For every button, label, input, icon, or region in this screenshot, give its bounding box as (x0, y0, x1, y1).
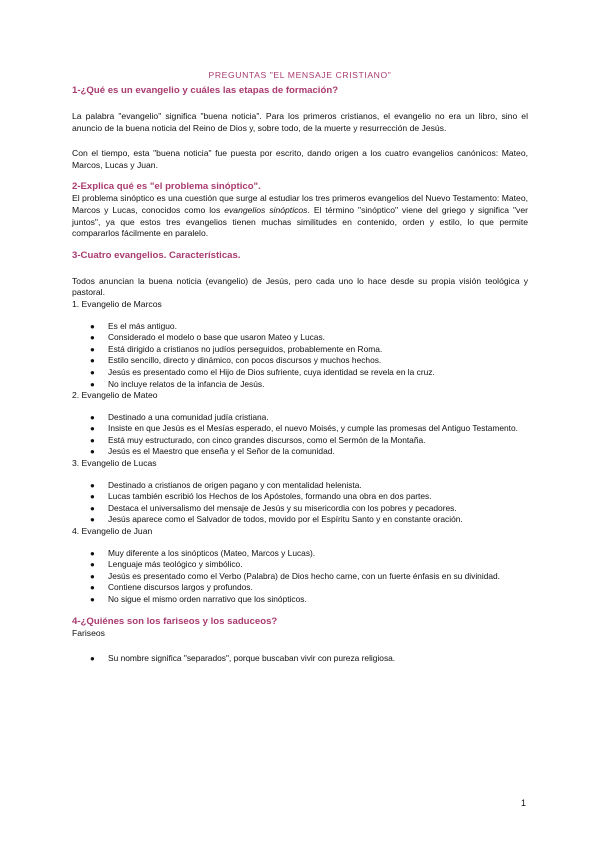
list-item: ● Está dirigido a cristianos no judíos perseguidos, probablemente en Roma. (90, 343, 383, 354)
bullet-icon: ● (90, 571, 95, 581)
question-3-heading: 3-Cuatro evangelios. Características. (72, 249, 241, 261)
bullet-icon: ● (90, 344, 95, 354)
bullet-icon: ● (90, 548, 95, 558)
list-item: ● Muy diferente a los sinópticos (Mateo, Marcos y Lucas). (90, 547, 316, 558)
list-item: ● Jesús es el Maestro que enseña y el Señor de la comunidad. (90, 446, 335, 457)
bullet-icon: ● (90, 447, 95, 457)
list-item: ● No sigue el mismo orden narrativo que los sinópticos. (90, 594, 307, 604)
list-item: ● Lenguaje más teológico y simbólico. (90, 559, 243, 570)
list-item: ● Insiste en que Jesús es el Mesías esperado, el nuevo Moisés, y cumple las promesas del Antiguo Testamento. (90, 423, 518, 434)
juan-heading: 4. Evangelio de Juan (72, 526, 153, 537)
lucas-heading: 3. Evangelio de Lucas (72, 458, 157, 469)
list-item: ● Considerado el modelo o base que usaron Mateo y Lucas. (90, 332, 325, 343)
marcos-list (72, 321, 528, 391)
list-item: ● Jesús es presentado como el Hijo de Dios sufriente, cuya identidad se revela en la cruz. (90, 366, 435, 377)
list-item: ● Su nombre significa "separados", porque buscaban vivir con pureza religiosa. (90, 653, 396, 664)
fariseos-list (72, 653, 528, 665)
mateo-heading: 2. Evangelio de Mateo (72, 390, 158, 401)
list-item: ● Es el más antiguo. (90, 320, 177, 331)
question-1-paragraph-2: Con el tiempo, esta "buena noticia" fue puesta por escrito, dando origen a los cuatro evangelios canónicos: Mateo, Marcos, Lucas y Juan. (72, 148, 528, 170)
bullet-icon: ● (90, 356, 95, 366)
question-2-italic-term: evangelios sinópticos (224, 204, 308, 215)
list-item: ● Destinado a una comunidad judía cristiana. (90, 411, 269, 422)
question-4-heading: 4-¿Quiénes son los fariseos y los saduceos? (72, 615, 278, 627)
bullet-icon: ● (90, 379, 95, 389)
list-item: ● Lucas también escribió los Hechos de los Apóstoles, formando una obra en dos partes. (90, 491, 432, 502)
bullet-icon: ● (90, 583, 95, 593)
question-1-heading: 1-¿Qué es un evangelio y cuáles las etapas de formación? (72, 85, 339, 96)
list-item: ● Jesús aparece como el Salvador de todos, movido por el Espíritu Santo y en constante oración. (90, 514, 463, 525)
list-item: ● Contiene discursos largos y profundos. (90, 582, 253, 593)
bullet-icon: ● (90, 492, 95, 502)
question-2-heading: 2-Explica qué es "el problema sinóptico". (72, 181, 261, 193)
bullet-icon: ● (90, 595, 95, 604)
bullet-icon: ● (90, 515, 95, 525)
list-item: ● Estilo sencillo, directo y dinámico, con pocos discursos y muchos hechos. (90, 355, 382, 366)
list-item: ● Está muy estructurado, con cinco grandes discursos, como el Sermón de la Montaña. (90, 434, 426, 445)
bullet-icon: ● (90, 560, 95, 570)
lucas-list (72, 480, 528, 526)
fariseos-heading: Fariseos (72, 627, 105, 638)
bullet-icon: ● (90, 333, 95, 343)
marcos-heading: 1. Evangelio de Marcos (72, 298, 162, 309)
bullet-icon: ● (90, 367, 95, 377)
list-item: ● Destaca el universalismo del mensaje de Jesús y su misericordia con los pobres y pecadores. (90, 502, 457, 513)
bullet-icon: ● (90, 412, 95, 422)
bullet-icon: ● (90, 321, 95, 331)
page-number: 1 (520, 798, 526, 808)
bullet-icon: ● (90, 503, 95, 513)
bullet-icon: ● (90, 480, 95, 490)
bullet-icon: ● (90, 654, 95, 664)
juan-list (72, 548, 528, 606)
question-2-text-start: El problema sinóptico es una cuestión que surge al estudiar los tres primeros evangelios del Nuevo Testamento: Mateo, Marcos y Lucas, conocidos como los (72, 193, 528, 215)
question-2-text-end: . El término "sinóptico" viene del griego y significa "ver juntos", ya que estos tres evangelios tienen muchas similitudes en contenido, orden y estilo, lo que permite compararlos fácilmente en paralelo. (72, 204, 528, 239)
question-1-paragraph-1: La palabra "evangelio" significa "buena noticia". Para los primeros cristianos, el evangelio no era un libro, sino el anuncio de la buena noticia del Reino de Dios y, sobre todo, de la muerte y resurrección de Jesús. (72, 111, 528, 133)
bullet-icon: ● (90, 435, 95, 445)
question-2-paragraph (72, 193, 528, 239)
question-3-intro: Todos anuncian la buena noticia (evangelio) de Jesús, pero cada uno lo hace desde su propia visión teológica y pastoral. (72, 275, 528, 298)
list-item: ● Jesús es presentado como el Verbo (Palabra) de Dios hecho carne, con un fuerte énfasis en su divinidad. (90, 570, 500, 581)
mateo-list (72, 412, 528, 458)
bullet-icon: ● (90, 424, 95, 434)
list-item: ● Destinado a cristianos de origen pagano y con mentalidad helenista. (90, 479, 362, 490)
list-item: ● No incluye relatos de la infancia de Jesús. (90, 378, 265, 389)
document-title: PREGUNTAS "EL MENSAJE CRISTIANO" (208, 70, 392, 80)
